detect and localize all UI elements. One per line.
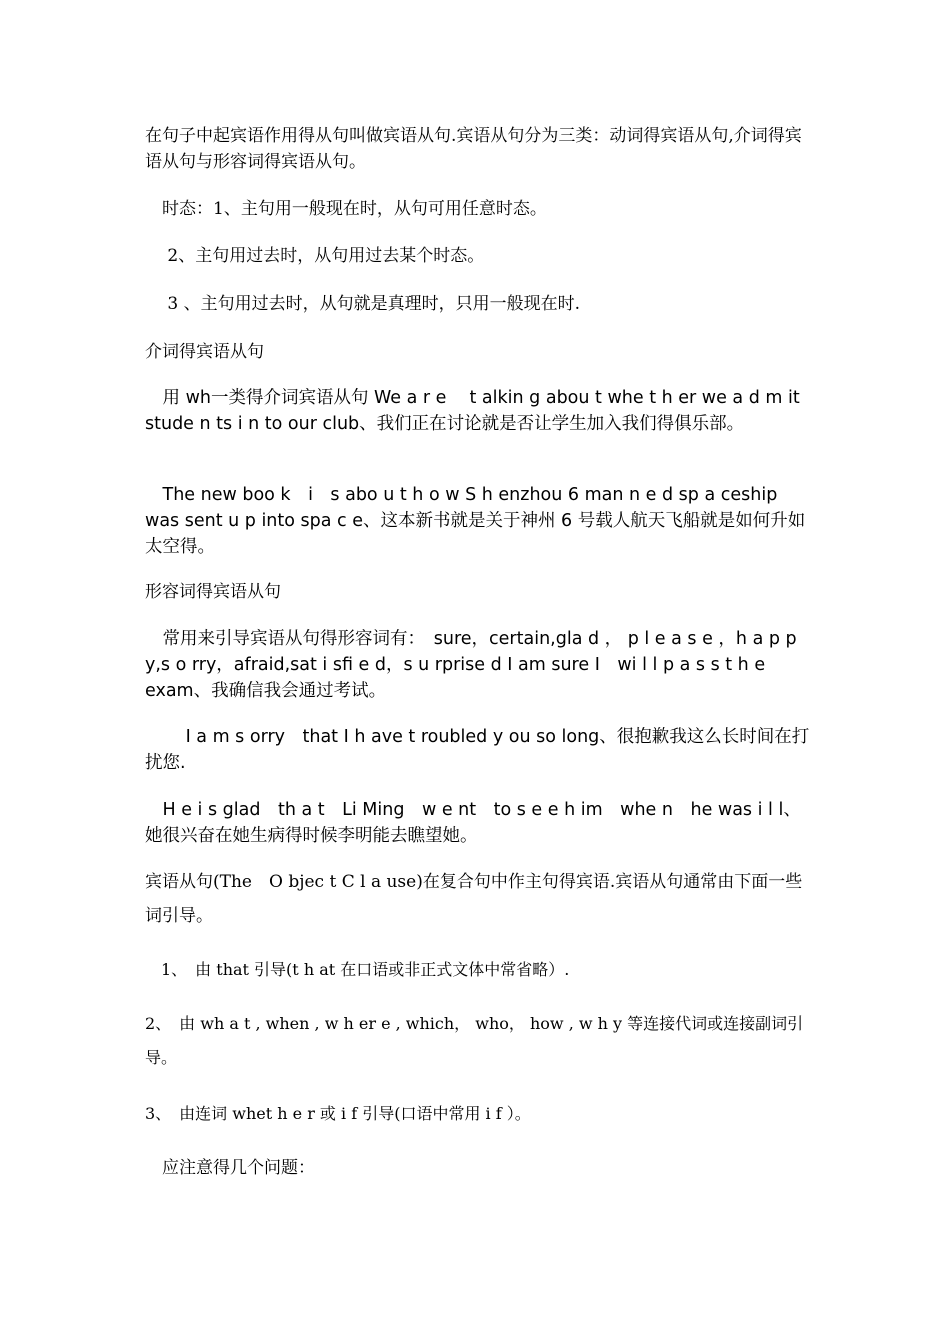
tense-rule-2: 2、主句用过去时，从句用过去某个时态。 <box>145 246 485 266</box>
example-adjective-glad: H e i s glad th a t Li Ming w e nt to s e e h im whe n he was i l l、她很兴奋在她生病得时候李明能去瞧望她。 <box>145 800 801 846</box>
example-preposition-1: 用 wh一类得介词宾语从句 We a r e t alkin g abou t whe t h er we a d m it stude n ts i n to our club、我们正在讨论就是否让学生加入我们得俱乐部。 <box>145 388 818 434</box>
guide-word-2: 2、 由 wh a t , when , w h er e , which， who， how , w h y 等连接代词或连接副词引导。 <box>145 1014 804 1067</box>
adjective-list-example: 常用来引导宾语从句得形容词有： sure，certain,gla d ， p l e a s e ，h a p p y,s o rry，afraid,sat i sfi e d，s u rprise d I am sure I wi l l p a s s t h e exam、我确信我会通过考试。 <box>145 629 797 701</box>
guide-word-3: 3、 由连词 whet h e r 或 i f 引导(口语中常用 i f ）。 <box>145 1104 531 1123</box>
object-clause-definition: 宾语从句(The O bjec t C l a use)在复合句中作主句得宾语.宾语从句通常由下面一些词引导。 <box>145 872 803 926</box>
tense-rule-1: 时态：1、主句用一般现在时，从句可用任意时态。 <box>145 199 547 219</box>
intro-paragraph: 在句子中起宾语作用得从句叫做宾语从句.宾语从句分为三类：动词得宾语从句,介词得宾语从句与形容词得宾语从句。 <box>145 126 802 172</box>
example-adjective-sorry: I a m s orry that I h ave t roubled y ou so long、很抱歉我这么长时间在打扰您. <box>145 727 810 773</box>
guide-word-1: 1、 由 that 引导(t h at 在口语或非正式文体中常省略）. <box>145 960 570 979</box>
example-preposition-2: The new boo k i s abo u t h o w S h enzhou 6 man n e d sp a ceship was sent u p into spa c e、这本新书就是关于神州 6 号载人航天飞船就是如何升如太空得。 <box>145 485 806 557</box>
section-heading-preposition-clause: 介词得宾语从句 <box>145 342 264 362</box>
section-heading-adjective-clause: 形容词得宾语从句 <box>145 582 281 602</box>
tense-rule-3: 3 、主句用过去时，从句就是真理时，只用一般现在时. <box>145 294 581 314</box>
attention-heading: 应注意得几个问题： <box>145 1158 315 1178</box>
